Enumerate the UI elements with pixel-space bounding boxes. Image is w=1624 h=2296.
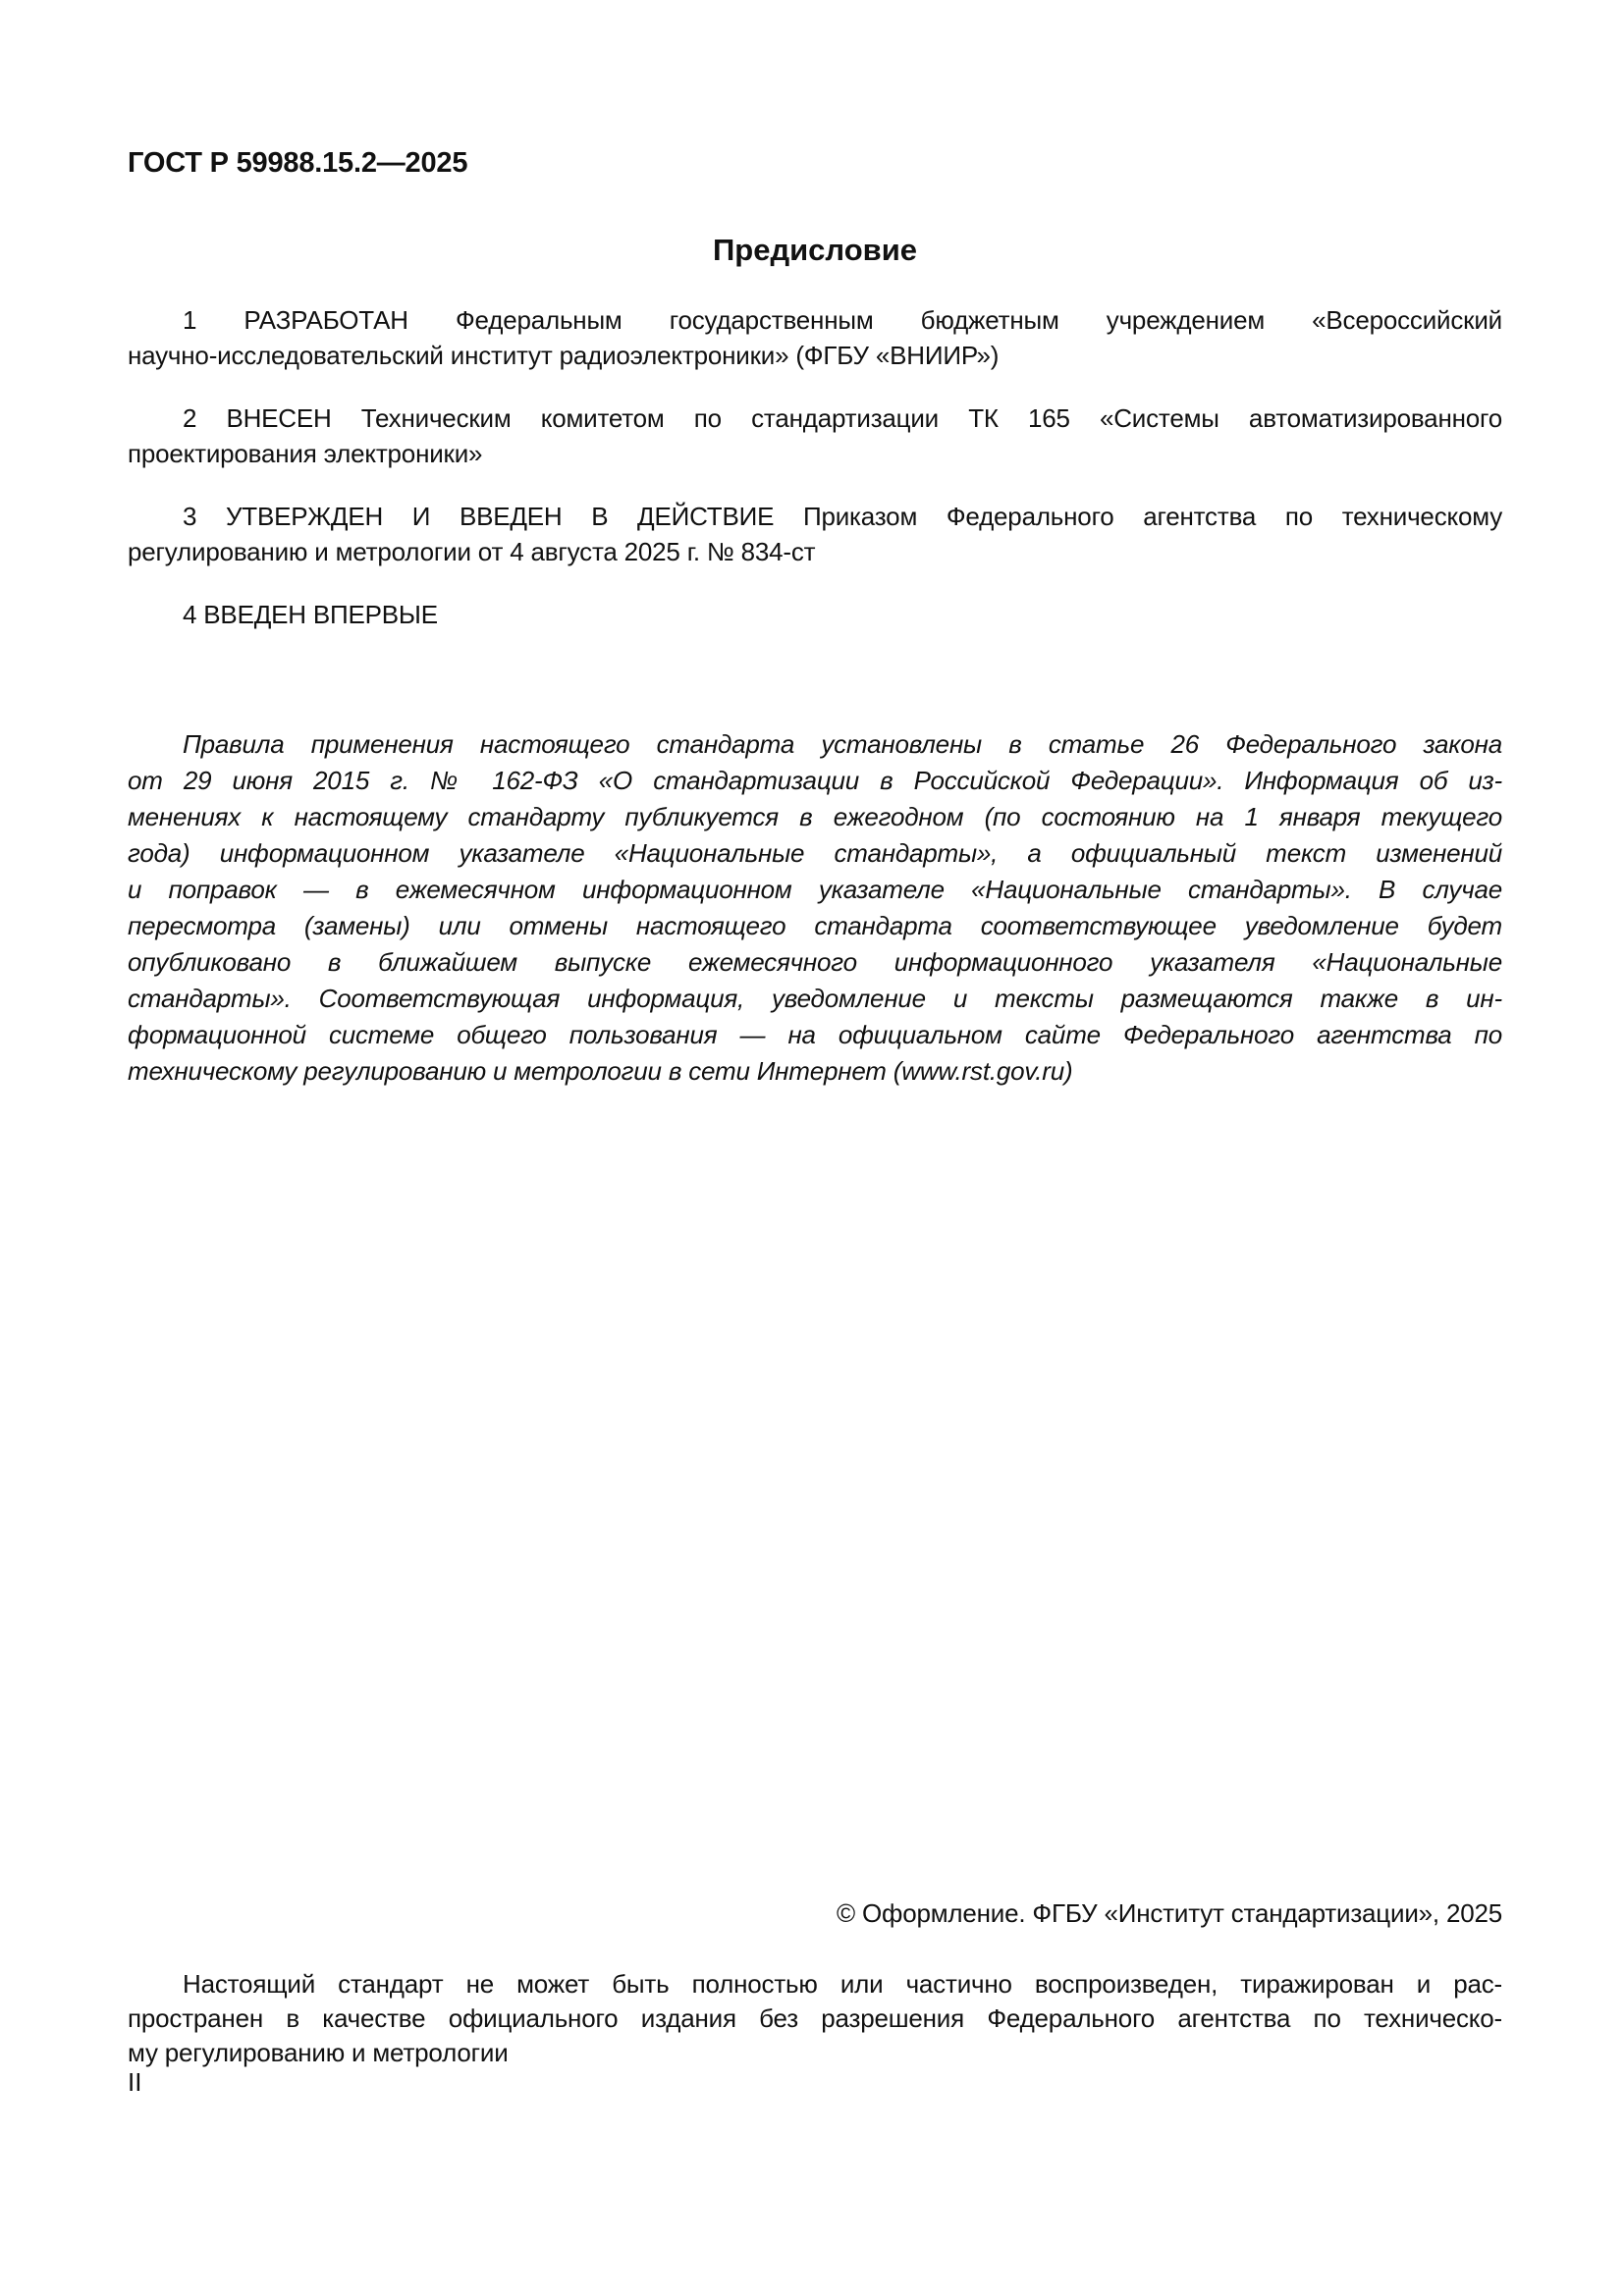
text-line: года) информационном указателе «Национальные стандарты», а официальный текст изменений (128, 838, 1502, 868)
copyright-line: © Оформление. ФГБУ «Институт стандартизации», 2025 (837, 1898, 1502, 1928)
text-line: 1 РАЗРАБОТАН Федеральным государственным бюджетным учреждением «Всероссийский (183, 305, 1502, 335)
foreword-section (128, 302, 1502, 632)
text-line: формационной системе общего пользования — на официальном сайте Федерального агентства по (128, 1020, 1502, 1049)
text-line: пересмотра (замены) или отмены настоящего стандарта соответствующее уведомление будет (128, 911, 1502, 940)
text-line: техническому регулированию и метрологии в сети Интернет (www.rst.gov.ru) (128, 1056, 1073, 1086)
legal-notice (128, 726, 1502, 1090)
text-line: му регулированию и метрологии (128, 2038, 509, 2067)
foreword-item (128, 499, 1502, 569)
foreword-item (128, 597, 1502, 632)
text-line: и поправок — в ежемесячном информационном указателе «Национальные стандарты». В случае (128, 875, 1502, 904)
text-line: Правила применения настоящего стандарта установлены в статье 26 Федерального закона (183, 729, 1502, 759)
page-title: Предисловие (712, 233, 917, 267)
foreword-item (128, 400, 1502, 471)
text-line: от 29 июня 2015 г. № 162-ФЗ «О стандартизации в Российской Федерации». Информация об из- (128, 766, 1502, 795)
text-line: проектирования электроники» (128, 439, 483, 468)
text-line: опубликовано в ближайшем выпуске ежемесячного информационного указателя «Национальные (128, 947, 1502, 977)
text-line: стандарты». Соответствующая информация, уведомление и тексты размещаются также в ин- (128, 984, 1502, 1013)
text-line: 4 ВВЕДЕН ВПЕРВЫЕ (183, 600, 438, 629)
page-number: II (128, 2067, 142, 2097)
text-line: 2 ВНЕСЕН Техническим комитетом по стандартизации ТК 165 «Системы автоматизированного (183, 403, 1502, 433)
text-line: Настоящий стандарт не может быть полностью или частично воспроизведен, тиражирован и рас- (183, 1969, 1502, 1999)
text-line: научно-исследовательский институт радиоэлектроники» (ФГБУ «ВНИИР») (128, 341, 1000, 370)
text-line: регулированию и метрологии от 4 августа 2025 г. № 834-ст (128, 537, 816, 566)
foreword-item (128, 302, 1502, 373)
text-line: пространен в качестве официального издания без разрешения Федерального агентства по техническо- (128, 2003, 1502, 2033)
text-line: менениях к настоящему стандарту публикуется в ежегодном (по состоянию на 1 января текущего (128, 802, 1502, 831)
text-line: 3 УТВЕРЖДЕН И ВВЕДЕН В ДЕЙСТВИЕ Приказом Федерального агентства по техническому (183, 502, 1502, 531)
standard-number: ГОСТ Р 59988.15.2—2025 (128, 147, 468, 179)
reproduction-note (128, 1967, 1502, 2070)
